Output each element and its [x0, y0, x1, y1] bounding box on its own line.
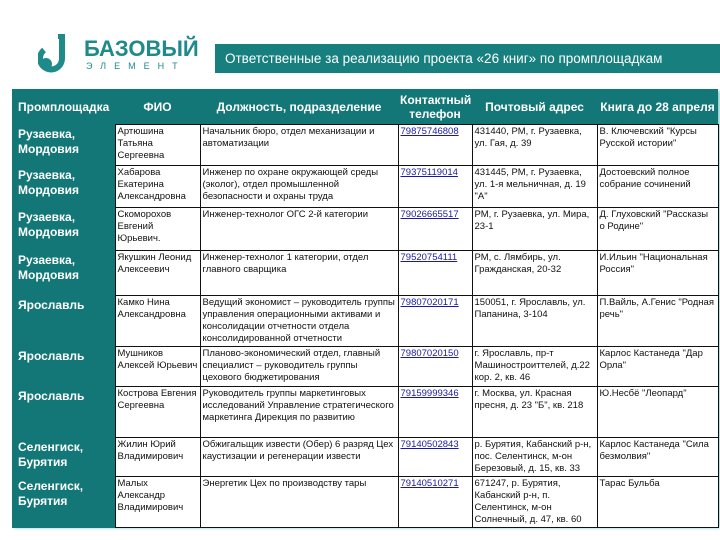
address-cell: 431445, РМ, г. Рузаевка, ул. 1-я мельничная, д. 19 "А" — [472, 166, 597, 208]
phone-link[interactable]: 79520754111 — [400, 252, 458, 263]
col-header-phone: Контактный телефон — [400, 92, 472, 121]
phone-link[interactable]: 79026665517 — [400, 209, 459, 220]
site-cell: Селенгиск, Бурятия — [12, 477, 115, 528]
col-header-book: Книга до 28 апреля — [600, 99, 715, 114]
site-cell: Ярославль — [12, 296, 115, 347]
book-cell: Достоевский полное собрание сочинений — [597, 166, 718, 208]
site-cell: Рузаевка, Мордовия — [12, 208, 115, 251]
position-cell: Начальник бюро, отдел механизации и автоматизации — [200, 125, 398, 166]
book-cell: В. Ключевский "Курсы Русской истории" — [597, 125, 718, 166]
phone-link[interactable]: 79140502843 — [400, 439, 459, 450]
name-cell: Жилин Юрий Владимирович — [115, 438, 200, 477]
address-cell: РМ, г. Рузаевка, ул. Мира, 23-1 — [472, 208, 597, 251]
table-row — [12, 387, 718, 438]
address-cell: р. Бурятия, Кабанский р-н, пос. Селентинск, м-он Березовый, д. 15, кв. 33 — [472, 438, 597, 477]
book-cell: Тарас Бульба — [597, 477, 718, 528]
table-row — [12, 166, 718, 208]
col-header-address: Почтовый адрес — [485, 99, 584, 114]
table-row — [12, 296, 718, 347]
position-cell: Обжигальщик извести (Обер) 6 разряд Цех каустизации и регенерации извести — [200, 438, 398, 477]
book-cell: И.Ильин "Национальная Россия" — [597, 251, 718, 296]
position-cell: Энергетик Цех по производству тары — [200, 477, 398, 528]
table-row — [12, 347, 718, 387]
table-row — [12, 477, 718, 528]
name-cell: Хабарова Екатерина Александровна — [115, 166, 200, 208]
name-cell: Мушников Алексей Юрьевич — [115, 347, 200, 387]
phone-cell — [398, 296, 472, 347]
phone-link[interactable]: 79807020171 — [400, 297, 459, 308]
table-row — [12, 438, 718, 477]
book-cell: Карлос Кастанеда "Сила безмолвия" — [597, 438, 718, 477]
name-cell: Артюшина Татьяна Сергеевна — [115, 125, 200, 166]
table-header — [12, 89, 718, 125]
name-cell: Малых Александр Владимирович — [115, 477, 200, 528]
phone-cell — [398, 387, 472, 438]
site-cell: Ярославль — [12, 387, 115, 438]
site-cell: Рузаевка, Мордовия — [12, 251, 115, 296]
page-title: Ответственные за реализацию проекта «26 книг» по промплощадкам — [215, 44, 720, 73]
phone-cell — [398, 125, 472, 166]
company-logo — [38, 34, 208, 74]
site-cell: Селенгиск, Бурятия — [12, 438, 115, 477]
phone-cell — [398, 208, 472, 251]
position-cell: Инженер-технолог ОГС 2-й категории — [200, 208, 398, 251]
table-row — [12, 208, 718, 251]
site-cell: Ярославль — [12, 347, 115, 387]
name-cell: Кострова Евгения Сергеевна — [115, 387, 200, 438]
name-cell: Якушкин Леонид Алексеевич — [115, 251, 200, 296]
col-header-site: Промплощадка — [18, 99, 110, 114]
name-cell: Камко Нина Александровна — [115, 296, 200, 347]
responsibles-table — [12, 89, 718, 526]
phone-cell — [398, 347, 472, 387]
logo-subtext: ЭЛЕМЕНТ — [86, 61, 186, 71]
table-row — [12, 251, 718, 296]
phone-cell — [398, 477, 472, 528]
site-cell: Рузаевка, Мордовия — [12, 125, 115, 166]
address-cell: г. Ярославль, пр-т Машиностроиттелей, д.22 кор. 2, кв. 46 — [472, 347, 597, 387]
logo-text: БАЗОВЫЙ — [84, 36, 199, 61]
book-cell: Карлос Кастанеда "Дар Орла" — [597, 347, 718, 387]
phone-cell — [398, 251, 472, 296]
phone-cell — [398, 166, 472, 208]
phone-link[interactable]: 79159999346 — [400, 388, 459, 399]
logo-mark-icon — [38, 34, 74, 74]
phone-link[interactable]: 79375119014 — [400, 167, 458, 178]
book-cell: П.Вайль, А.Генис "Родная речь" — [597, 296, 718, 347]
table-row — [12, 125, 718, 166]
phone-cell — [398, 438, 472, 477]
phone-link[interactable]: 79140510271 — [400, 478, 459, 489]
phone-link[interactable]: 79875746808 — [400, 126, 459, 137]
address-cell: г. Москва, ул. Красная пресня, д. 23 "Б", кв. 218 — [472, 387, 597, 438]
site-cell: Рузаевка, Мордовия — [12, 166, 115, 208]
position-cell: Ведущий экономист – руководитель группы управления операционными активами и консолидации отчетности отдела консолидированной отчетности — [200, 296, 398, 347]
address-cell: 150051, г. Ярославль, ул. Папанина, 3-104 — [472, 296, 597, 347]
col-header-position: Должность, подразделение — [216, 99, 382, 114]
position-cell: Планово-экономический отдел, главный специалист – руководитель группы цехового бюджетирования — [200, 347, 398, 387]
address-cell: 671247, р. Бурятия, Кабанский р-н, п. Селентинск, м-он Солнечный, д. 47, кв. 60 — [472, 477, 597, 528]
position-cell: Руководитель группы маркетинговых исследований Управление стратегического маркетинга Дирекция по развитию — [200, 387, 398, 438]
address-cell: 431440, РМ, г. Рузаевка, ул. Гая, д. 39 — [472, 125, 597, 166]
position-cell: Инженер-технолог 1 категории, отдел главного сварщика — [200, 251, 398, 296]
address-cell: РМ, с. Лямбирь, ул. Гражданская, 20-32 — [472, 251, 597, 296]
book-cell: Д. Глуховский "Рассказы о Родине" — [597, 208, 718, 251]
book-cell: Ю.Несбё "Леопард" — [597, 387, 718, 438]
position-cell: Инженер по охране окружающей среды (эколог), отдел промышленной безопасности и охраны труда — [200, 166, 398, 208]
col-header-name: ФИО — [143, 99, 172, 114]
phone-link[interactable]: 79807020150 — [400, 348, 459, 359]
name-cell: Скоморохов Евгений Юрьевич. — [115, 208, 200, 251]
